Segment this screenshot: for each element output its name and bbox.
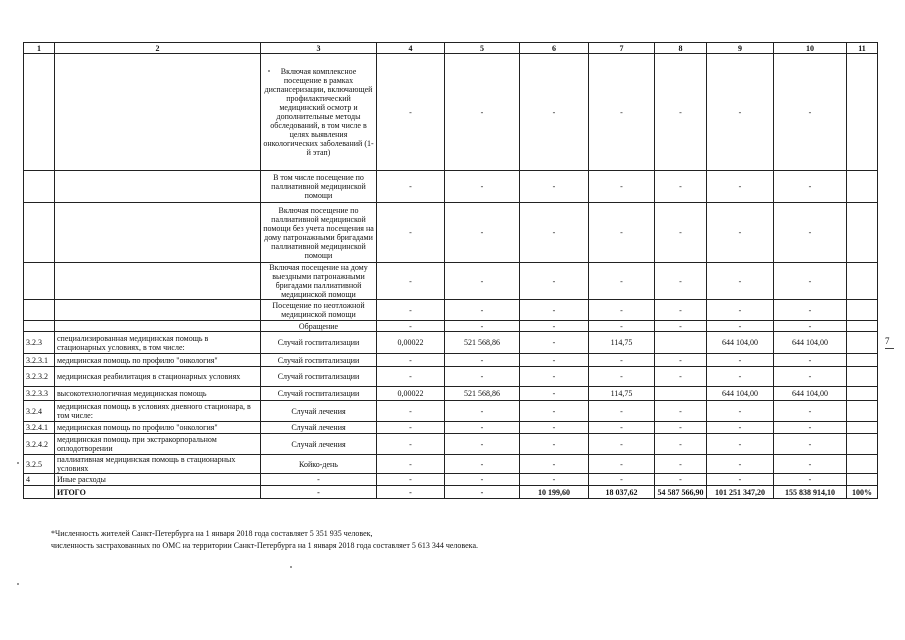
footnote-insured: численность застрахованных по ОМС на территории Санкт-Петербурга на 1 января 2018 года составляет 5 613 344 человека. <box>51 541 478 550</box>
value-cell <box>847 422 878 434</box>
row-unit: В том числе посещение по паллиативной медицинской помощи <box>261 171 377 203</box>
value-cell <box>655 387 707 401</box>
total-value: 18 037,62 <box>589 486 655 499</box>
row-unit: Случай госпитализации <box>261 354 377 367</box>
row-code <box>24 203 55 263</box>
value-cell: - <box>774 401 847 422</box>
row-name <box>55 300 261 321</box>
row-code: 4 <box>24 474 55 486</box>
row-code <box>24 263 55 300</box>
value-cell: - <box>655 367 707 387</box>
value-cell: - <box>774 300 847 321</box>
header-row <box>24 43 878 54</box>
value-cell: - <box>589 300 655 321</box>
value-cell: - <box>655 54 707 171</box>
value-cell: 644 104,00 <box>707 332 774 354</box>
total-value: 100% <box>847 486 878 499</box>
value-cell: - <box>589 354 655 367</box>
total-value: 10 199,60 <box>520 486 589 499</box>
scan-speck <box>17 462 19 464</box>
value-cell: 0,00022 <box>377 332 445 354</box>
table-row <box>24 474 878 486</box>
value-cell <box>847 321 878 332</box>
value-cell <box>847 474 878 486</box>
table-row <box>24 300 878 321</box>
row-name: медицинская реабилитация в стационарных условиях <box>55 367 261 387</box>
header-cell: 11 <box>847 43 878 54</box>
margin-mark: 7 <box>885 336 890 346</box>
value-cell: - <box>445 422 520 434</box>
value-cell: - <box>445 434 520 455</box>
value-cell: - <box>445 171 520 203</box>
value-cell: - <box>655 300 707 321</box>
value-cell: - <box>520 422 589 434</box>
value-cell: 0,00022 <box>377 387 445 401</box>
value-cell: - <box>774 474 847 486</box>
total-value: 155 838 914,10 <box>774 486 847 499</box>
header-cell: 3 <box>261 43 377 54</box>
row-name: высокотехнологичная медицинская помощь <box>55 387 261 401</box>
value-cell <box>847 367 878 387</box>
value-cell: - <box>774 354 847 367</box>
table-row <box>24 203 878 263</box>
value-cell: - <box>707 455 774 474</box>
value-cell: - <box>707 321 774 332</box>
value-cell: - <box>589 474 655 486</box>
value-cell <box>847 434 878 455</box>
row-code: 3.2.4.2 <box>24 434 55 455</box>
value-cell: - <box>655 171 707 203</box>
table-row <box>24 434 878 455</box>
value-cell: - <box>589 367 655 387</box>
value-cell: - <box>520 455 589 474</box>
value-cell: - <box>655 434 707 455</box>
value-cell: - <box>520 367 589 387</box>
value-cell: - <box>445 354 520 367</box>
table-row <box>24 263 878 300</box>
value-cell <box>847 263 878 300</box>
row-unit: Случай лечения <box>261 434 377 455</box>
value-cell: - <box>774 455 847 474</box>
value-cell: - <box>445 54 520 171</box>
value-cell: - <box>655 455 707 474</box>
header-cell: 2 <box>55 43 261 54</box>
table-row <box>24 387 878 401</box>
value-cell <box>847 171 878 203</box>
value-cell <box>847 203 878 263</box>
value-cell: 644 104,00 <box>774 387 847 401</box>
value-cell: - <box>774 54 847 171</box>
header-cell: 9 <box>707 43 774 54</box>
margin-dash <box>885 348 894 349</box>
row-unit: Случай госпитализации <box>261 332 377 354</box>
value-cell: - <box>655 203 707 263</box>
value-cell: - <box>589 422 655 434</box>
value-cell: - <box>520 474 589 486</box>
header-cell: 8 <box>655 43 707 54</box>
value-cell <box>847 387 878 401</box>
row-name <box>55 263 261 300</box>
value-cell: - <box>377 263 445 300</box>
table-row <box>24 54 878 171</box>
value-cell: - <box>707 434 774 455</box>
table-row <box>24 354 878 367</box>
row-name: медицинская помощь при экстракорпоральном оплодотворении <box>55 434 261 455</box>
row-name: паллиативная медицинская помощь в стационарных условиях <box>55 455 261 474</box>
value-cell: 644 104,00 <box>707 387 774 401</box>
value-cell: - <box>774 434 847 455</box>
value-cell: - <box>377 455 445 474</box>
total-value: - <box>377 486 445 499</box>
value-cell <box>847 300 878 321</box>
value-cell: - <box>707 474 774 486</box>
value-cell: 521 568,86 <box>445 332 520 354</box>
value-cell: - <box>520 300 589 321</box>
value-cell <box>847 54 878 171</box>
value-cell: - <box>589 54 655 171</box>
row-unit: Включая посещение по паллиативной медицинской помощи без учета посещения на дому патронажными бригадами паллиативной медицинской помощи <box>261 203 377 263</box>
value-cell: - <box>589 171 655 203</box>
header-cell: 4 <box>377 43 445 54</box>
table-row <box>24 367 878 387</box>
value-cell: - <box>377 321 445 332</box>
row-unit: Случай госпитализации <box>261 387 377 401</box>
value-cell: - <box>445 203 520 263</box>
header-cell: 1 <box>24 43 55 54</box>
value-cell: - <box>774 367 847 387</box>
total-value: - <box>445 486 520 499</box>
tariff-table <box>23 42 878 499</box>
total-row <box>24 486 878 499</box>
total-value: 101 251 347,20 <box>707 486 774 499</box>
row-code: 3.2.3.3 <box>24 387 55 401</box>
value-cell: - <box>707 171 774 203</box>
row-unit: - <box>261 474 377 486</box>
value-cell: - <box>377 300 445 321</box>
value-cell: - <box>589 203 655 263</box>
value-cell: - <box>520 401 589 422</box>
header-cell: 7 <box>589 43 655 54</box>
table-row <box>24 401 878 422</box>
value-cell: - <box>445 300 520 321</box>
scan-speck <box>268 70 270 72</box>
footnote-population: *Численность жителей Санкт-Петербурга на 1 января 2018 года составляет 5 351 935 человек, <box>51 529 373 538</box>
value-cell: - <box>520 354 589 367</box>
value-cell: - <box>520 263 589 300</box>
value-cell: - <box>707 422 774 434</box>
value-cell: - <box>707 263 774 300</box>
row-code: 3.2.3.2 <box>24 367 55 387</box>
row-name: Иные расходы <box>55 474 261 486</box>
value-cell: - <box>707 401 774 422</box>
row-unit: Случай госпитализации <box>261 367 377 387</box>
row-name <box>55 321 261 332</box>
value-cell <box>655 332 707 354</box>
value-cell: - <box>774 321 847 332</box>
scan-speck <box>17 583 19 585</box>
value-cell: - <box>707 203 774 263</box>
value-cell: - <box>377 422 445 434</box>
value-cell: - <box>655 401 707 422</box>
row-name: медицинская помощь по профилю "онкология" <box>55 422 261 434</box>
value-cell: - <box>445 367 520 387</box>
row-unit: Койко-день <box>261 455 377 474</box>
value-cell: 644 104,00 <box>774 332 847 354</box>
value-cell: - <box>445 474 520 486</box>
value-cell: 114,75 <box>589 387 655 401</box>
value-cell: - <box>589 455 655 474</box>
row-name <box>55 203 261 263</box>
value-cell: - <box>520 434 589 455</box>
table-row <box>24 422 878 434</box>
value-cell: 114,75 <box>589 332 655 354</box>
row-code <box>24 321 55 332</box>
row-code: 3.2.4 <box>24 401 55 422</box>
value-cell: - <box>377 354 445 367</box>
value-cell: - <box>520 387 589 401</box>
table-row <box>24 321 878 332</box>
value-cell: - <box>520 171 589 203</box>
value-cell: - <box>589 263 655 300</box>
value-cell <box>847 354 878 367</box>
row-name <box>55 54 261 171</box>
value-cell: - <box>445 263 520 300</box>
value-cell: - <box>377 434 445 455</box>
value-cell <box>847 401 878 422</box>
table-row <box>24 171 878 203</box>
value-cell: - <box>377 54 445 171</box>
total-label: ИТОГО <box>55 486 261 499</box>
value-cell: 521 568,86 <box>445 387 520 401</box>
value-cell: - <box>377 401 445 422</box>
value-cell: - <box>589 401 655 422</box>
value-cell: - <box>655 354 707 367</box>
value-cell: - <box>520 321 589 332</box>
value-cell: - <box>589 321 655 332</box>
value-cell: - <box>445 321 520 332</box>
value-cell: - <box>655 321 707 332</box>
value-cell: - <box>707 367 774 387</box>
total-code <box>24 486 55 499</box>
header-cell: 10 <box>774 43 847 54</box>
row-code <box>24 300 55 321</box>
value-cell <box>847 455 878 474</box>
total-unit: - <box>261 486 377 499</box>
value-cell: - <box>707 300 774 321</box>
value-cell: - <box>589 434 655 455</box>
value-cell: - <box>445 455 520 474</box>
row-unit: Обращение <box>261 321 377 332</box>
row-unit: Посещение по неотложной медицинской помощи <box>261 300 377 321</box>
value-cell: - <box>774 203 847 263</box>
row-code <box>24 171 55 203</box>
value-cell: - <box>377 171 445 203</box>
row-name: медицинская помощь по профилю "онкология" <box>55 354 261 367</box>
row-code: 3.2.3.1 <box>24 354 55 367</box>
value-cell: - <box>707 354 774 367</box>
table-row <box>24 455 878 474</box>
value-cell: - <box>377 203 445 263</box>
scan-speck <box>290 566 292 568</box>
row-unit: Случай лечения <box>261 422 377 434</box>
total-value: 54 587 566,90 <box>655 486 707 499</box>
row-unit: Случай лечения <box>261 401 377 422</box>
value-cell <box>847 332 878 354</box>
value-cell: - <box>520 54 589 171</box>
value-cell: - <box>520 203 589 263</box>
value-cell: - <box>655 263 707 300</box>
value-cell: - <box>707 54 774 171</box>
table-row <box>24 332 878 354</box>
row-code: 3.2.3 <box>24 332 55 354</box>
value-cell: - <box>655 474 707 486</box>
row-name: медицинская помощь в условиях дневного стационара, в том числе: <box>55 401 261 422</box>
header-cell: 5 <box>445 43 520 54</box>
value-cell: - <box>774 171 847 203</box>
value-cell: - <box>655 422 707 434</box>
header-cell: 6 <box>520 43 589 54</box>
row-name <box>55 171 261 203</box>
row-unit: Включая комплексное посещение в рамках диспансеризации, включающей профилактический медицинский осмотр и дополнительные методы обследований, в том числе в целях выявления онкологических заболеваний (1-й этап) <box>261 54 377 171</box>
row-code: 3.2.4.1 <box>24 422 55 434</box>
row-name: специализированная медицинская помощь в стационарных условиях, в том числе: <box>55 332 261 354</box>
value-cell: - <box>445 401 520 422</box>
row-unit: Включая посещение на дому выездными патронажными бригадами паллиативной медицинской помощи <box>261 263 377 300</box>
value-cell: - <box>774 263 847 300</box>
row-code: 3.2.5 <box>24 455 55 474</box>
value-cell: - <box>377 474 445 486</box>
table-body <box>24 43 878 499</box>
row-code <box>24 54 55 171</box>
value-cell: - <box>774 422 847 434</box>
value-cell: - <box>377 367 445 387</box>
value-cell: - <box>520 332 589 354</box>
